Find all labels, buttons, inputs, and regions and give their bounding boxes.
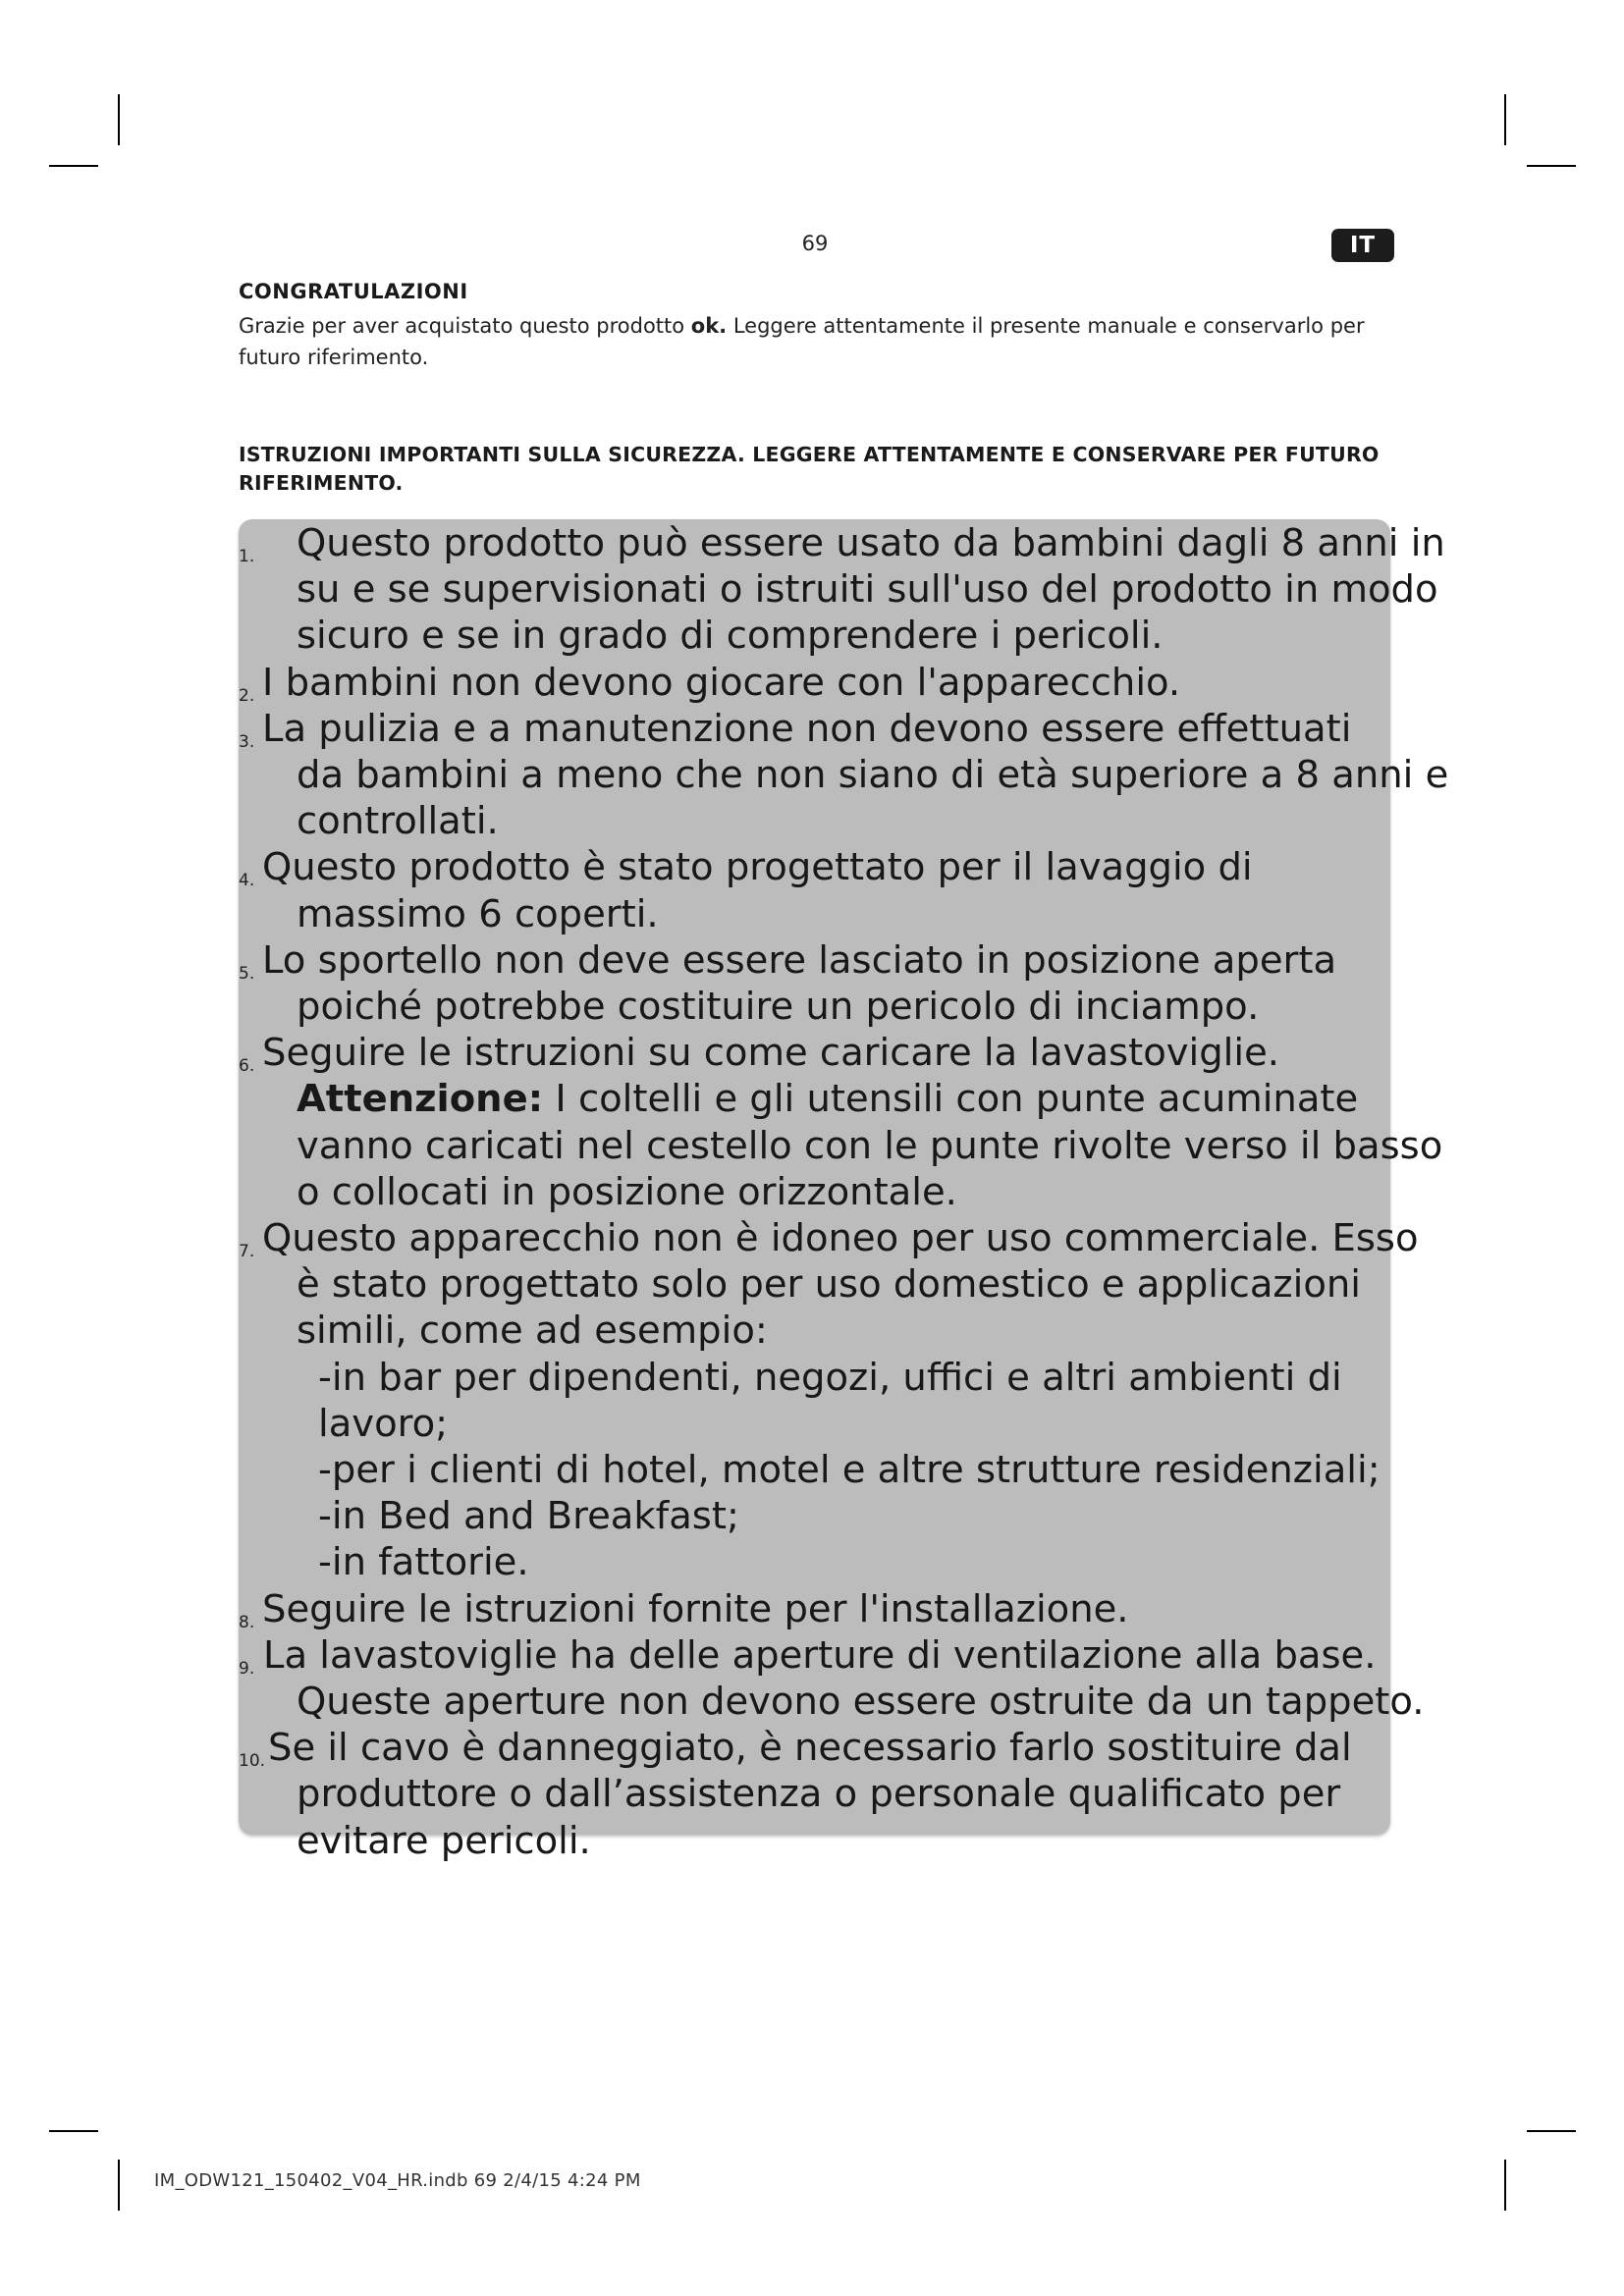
crop-mark	[1527, 2130, 1576, 2132]
item-line: su e se supervisionati o istruiti sull'uso del prodotto in modo	[297, 567, 1438, 613]
item-number: 8.	[239, 1612, 255, 1632]
warning-text: I coltelli e gli utensili con punte acuminate	[543, 1077, 1359, 1122]
item-line: Se il cavo è danneggiato, è necessario farlo sostituire dal	[268, 1726, 1352, 1771]
print-slug: IM_ODW121_150402_V04_HR.indb 69 2/4/15 4:24 PM	[154, 2170, 641, 2191]
item-number: 5.	[239, 963, 255, 984]
item-line: Questo apparecchio non è idoneo per uso commerciale. Esso	[262, 1216, 1419, 1261]
item-line: controllati.	[297, 799, 499, 844]
item-line: La pulizia e a manutenzione non devono essere effettuati	[262, 706, 1352, 751]
item-line: I bambini non devono giocare con l'apparecchio.	[262, 660, 1181, 705]
item-number: 9.	[239, 1658, 255, 1679]
crop-mark	[49, 165, 98, 167]
sub-item-line: -in bar per dipendenti, negozi, uffici e altri ambienti di lavoro;	[318, 1355, 1342, 1446]
intro-text-after: Leggere attentamente il presente manuale e conservarlo per futuro riferimento.	[239, 314, 1365, 369]
brand-name: ok.	[690, 314, 728, 338]
safety-title: ISTRUZIONI IMPORTANTI SULLA SICUREZZA. LEGGERE ATTENTAMENTE E CONSERVARE PER FUTURO RIFERIMENTO.	[239, 443, 1380, 495]
item-line: vanno caricati nel cestello con le punte rivolte verso il basso	[297, 1123, 1443, 1168]
language-badge: IT	[1331, 229, 1394, 262]
item-number: 4.	[239, 871, 255, 891]
item-line: Questo prodotto è stato progettato per il lavaggio di	[262, 845, 1253, 890]
list-item	[239, 1725, 1476, 1864]
item-line: Lo sportello non deve essere lasciato in posizione aperta	[262, 937, 1337, 983]
list-item	[239, 660, 1476, 706]
list-item	[239, 1215, 1476, 1586]
item-line: o collocati in posizione orizzontale.	[297, 1169, 957, 1214]
item-line: Seguire le istruzioni su come caricare la lavastoviglie.	[262, 1031, 1280, 1076]
item-number: 6.	[239, 1056, 255, 1077]
list-item	[239, 1586, 1476, 1632]
item-line: poiché potrebbe costituire un pericolo di inciampo.	[297, 985, 1260, 1030]
list-item	[239, 520, 1476, 660]
item-line: da bambini a meno che non siano di età superiore a 8 anni e	[297, 753, 1449, 798]
sub-item-line: -in fattorie.	[318, 1540, 529, 1585]
intro-text	[239, 310, 1397, 373]
list-item	[239, 706, 1476, 845]
item-line: massimo 6 coperti.	[297, 891, 659, 936]
item-line: Seguire le istruzioni fornite per l'installazione.	[262, 1586, 1129, 1631]
item-line: sicuro e se in grado di comprendere i pericoli.	[297, 614, 1164, 659]
item-number: 1.	[239, 547, 255, 566]
item-number: 10.	[239, 1751, 266, 1772]
warning-line	[297, 1076, 1476, 1122]
intro-text-before: Grazie per aver acquistato questo prodotto	[239, 314, 691, 338]
intro-title: CONGRATULAZIONI	[239, 280, 468, 303]
item-line: evitare pericoli.	[297, 1818, 591, 1863]
sub-item-line: -per i clienti di hotel, motel e altre strutture residenziali;	[318, 1448, 1380, 1493]
crop-mark	[118, 2160, 120, 2211]
item-line: Queste aperture non devono essere ostruite da un tappeto.	[297, 1680, 1425, 1725]
item-number: 3.	[239, 731, 255, 752]
list-item	[239, 937, 1476, 1030]
list-item	[239, 1030, 1476, 1215]
crop-mark	[1504, 94, 1506, 145]
warning-label: Attenzione:	[297, 1077, 544, 1122]
crop-mark	[118, 94, 120, 145]
safety-list	[239, 520, 1476, 1864]
crop-mark	[49, 2130, 98, 2132]
item-line: La lavastoviglie ha delle aperture di ventilazione alla base.	[263, 1632, 1377, 1678]
item-line: è stato progettato solo per uso domestico e applicazioni	[297, 1262, 1361, 1308]
sub-item-line: -in Bed and Breakfast;	[318, 1494, 739, 1539]
crop-mark	[1527, 165, 1576, 167]
item-line: produttore o dall’assistenza o personale qualificato per	[297, 1772, 1341, 1817]
item-number: 2.	[239, 685, 255, 706]
list-item	[239, 844, 1476, 936]
crop-mark	[1504, 2160, 1506, 2211]
item-number: 7.	[239, 1242, 255, 1262]
list-item	[239, 1632, 1476, 1725]
item-line: Questo prodotto può essere usato da bambini dagli 8 anni in	[297, 521, 1445, 565]
item-line: simili, come ad esempio:	[297, 1308, 768, 1354]
page-number: 69	[801, 232, 829, 255]
